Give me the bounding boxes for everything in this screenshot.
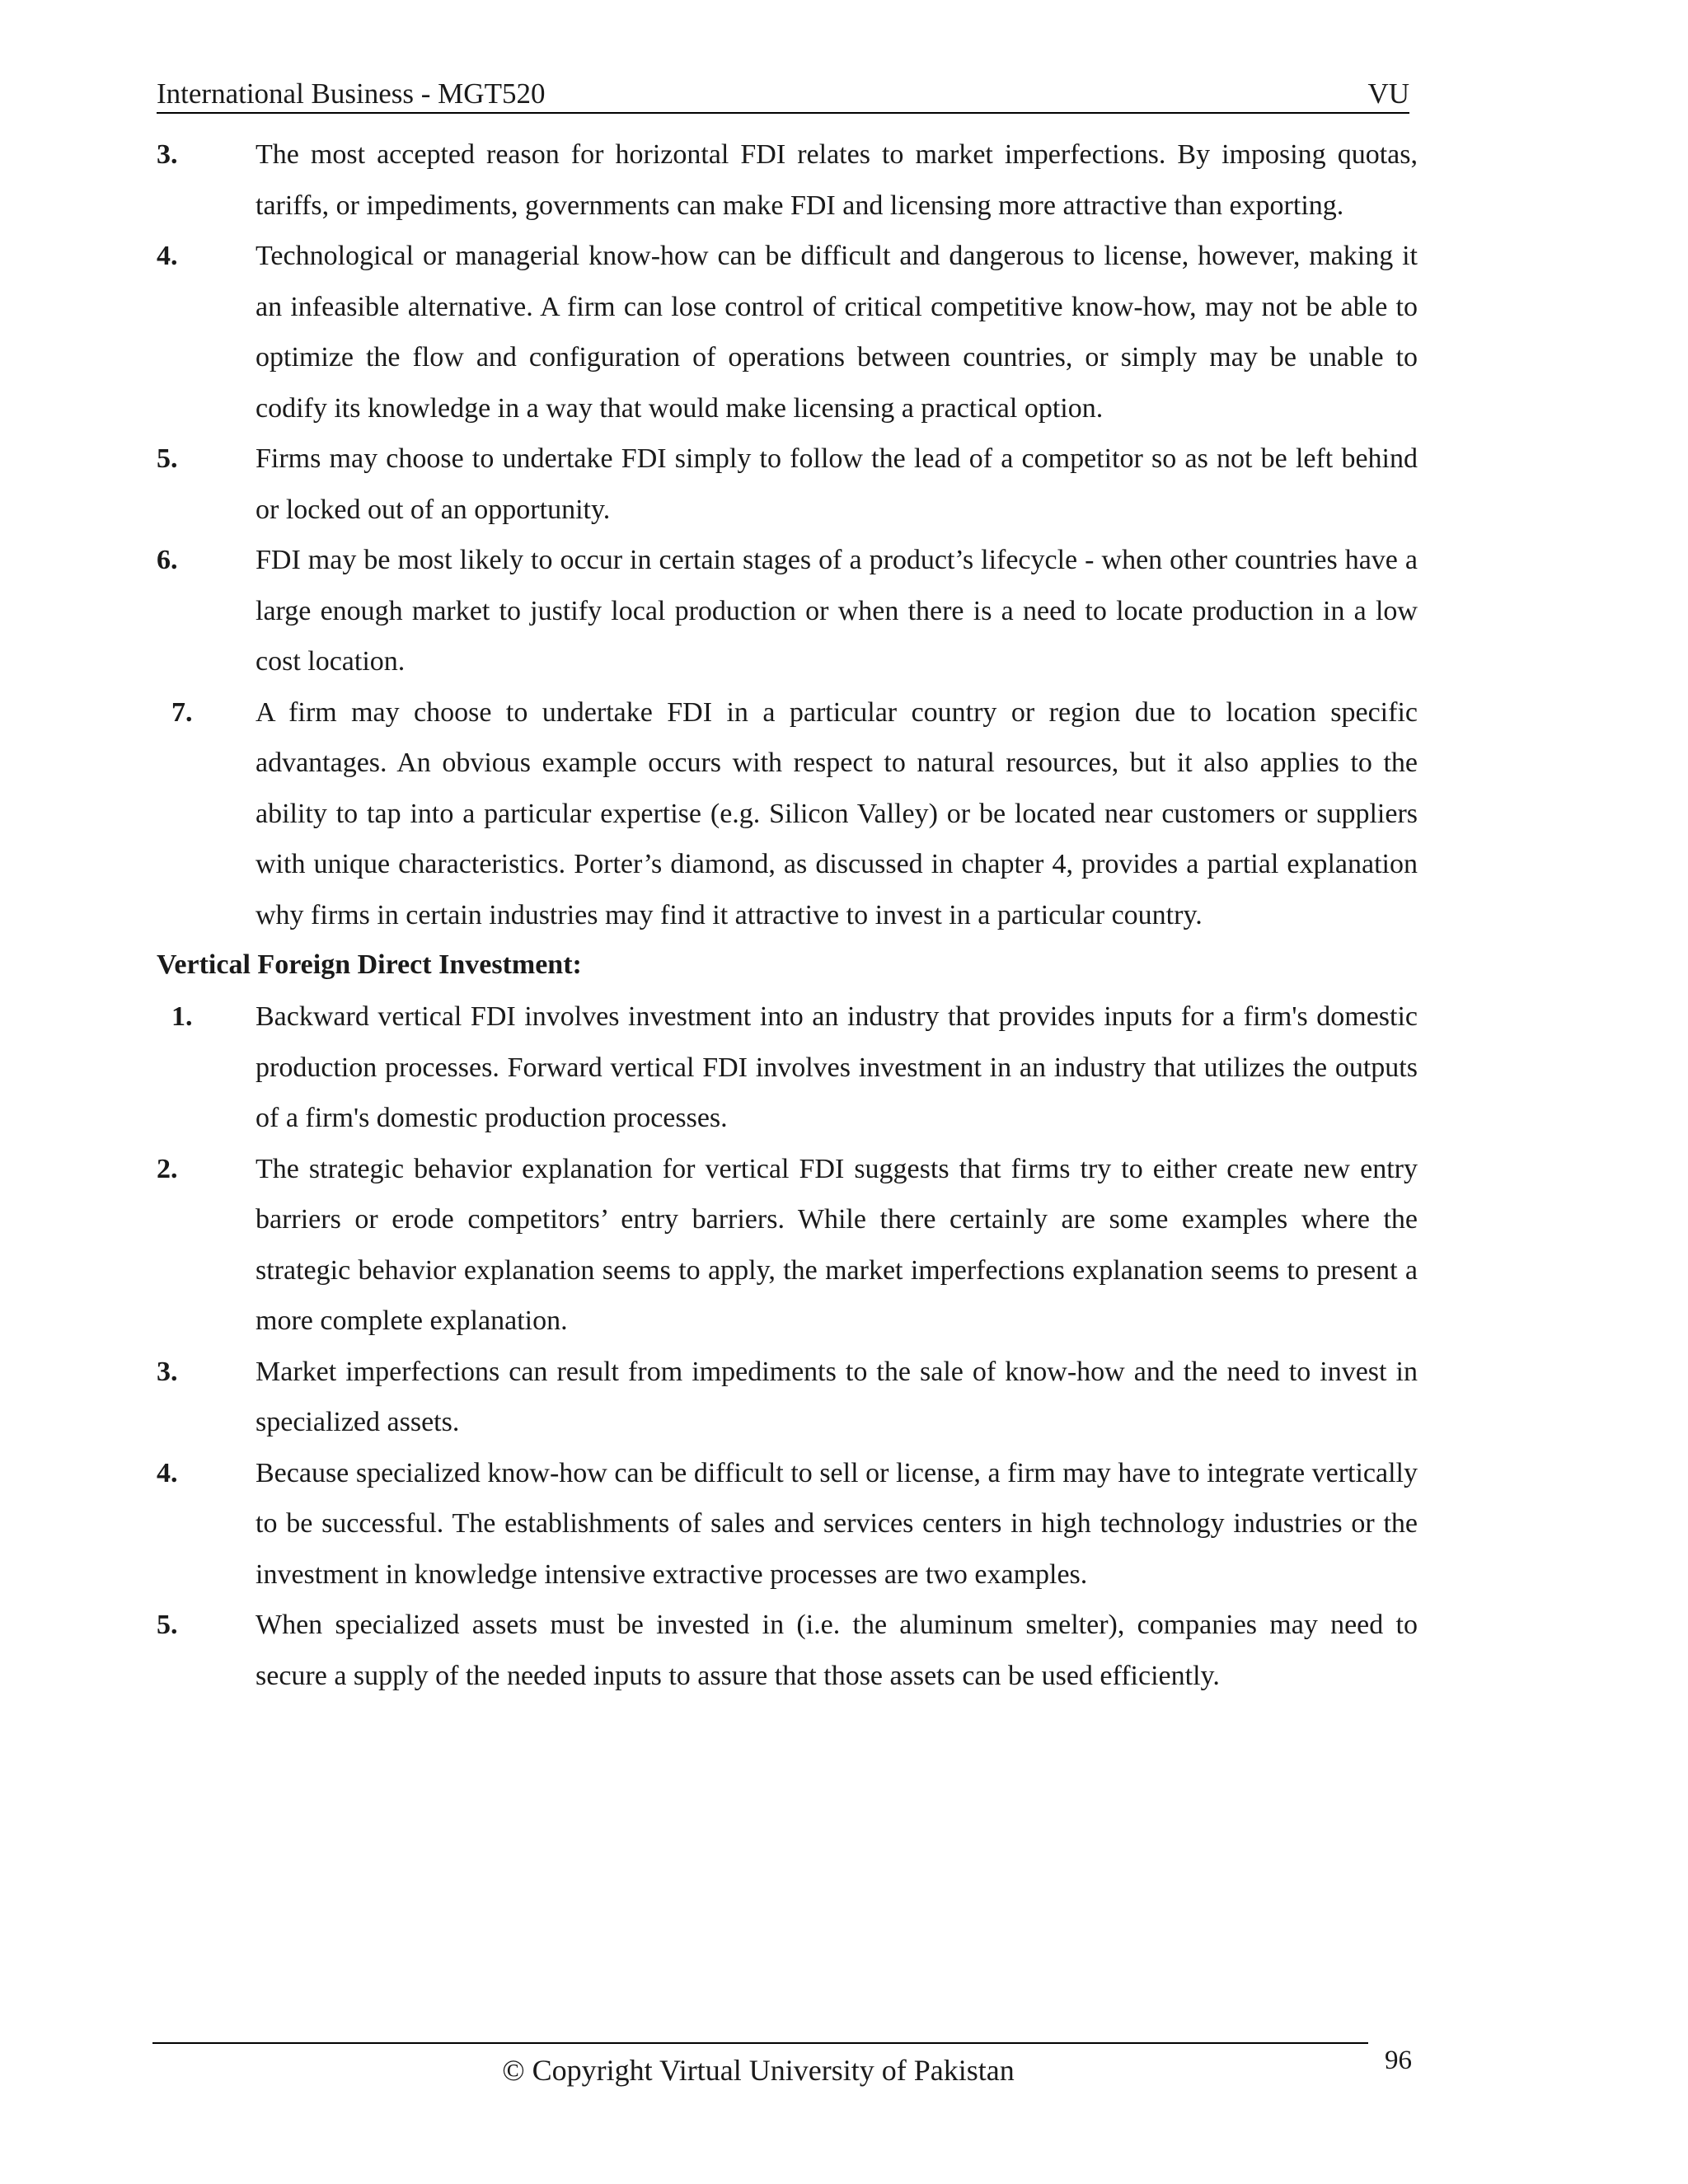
item-text: Because specialized know-how can be difficult to sell or license, a firm may have to integrate vertically to be successful. The establishments of sales and services centers in high technology industries or the investment in knowledge intensive extractive processes are two examples.: [256, 1457, 1418, 1590]
item-text: The most accepted reason for horizontal FDI relates to market imperfections. By imposing quotas, tariffs, or impediments, governments can make FDI and licensing more attractive than exporting.: [256, 139, 1418, 221]
item-number: 7.: [171, 696, 193, 728]
item-text: A firm may choose to undertake FDI in a particular country or region due to location specific advantages. An obvious example occurs with respect to natural resources, but it also applies to the ability to tap into a particular expertise (e.g. Silicon Valley) or be located near customers or suppliers with unique characteristics. Porter’s diamond, as discussed in chapter 4, provides a partial explanation why firms in certain industries may find it attractive to invest in a particular country.: [256, 696, 1418, 930]
horizontal-fdi-list: [157, 129, 1418, 940]
footer-divider: [152, 2042, 1368, 2044]
course-title: International Business - MGT520: [157, 77, 546, 110]
list-item: [157, 1600, 1418, 1701]
item-number: 5.: [157, 1610, 178, 1640]
list-item: [157, 1347, 1418, 1448]
list-item: [157, 1144, 1418, 1347]
item-number: 4.: [157, 241, 178, 271]
item-number: 1.: [171, 1001, 193, 1032]
list-item: [157, 129, 1418, 231]
list-item: [157, 687, 1418, 941]
list-item: [157, 991, 1418, 1144]
list-item: [157, 1448, 1418, 1601]
item-text: The strategic behavior explanation for vertical FDI suggests that firms try to either create new entry barriers or erode competitors’ entry barriers. While there certainly are some examples where the strategic behavior explanation seems to apply, the market imperfections explanation seems to present a more complete explanation.: [256, 1153, 1418, 1336]
list-item: [157, 434, 1418, 535]
copyright-notice: © Copyright Virtual University of Pakistan: [502, 2054, 1015, 2087]
item-number: 2.: [157, 1153, 178, 1184]
item-text: When specialized assets must be invested in (i.e. the aluminum smelter), companies may need to secure a supply of the needed inputs to assure that those assets can be used efficiently.: [256, 1610, 1418, 1691]
item-number: 4.: [157, 1457, 178, 1488]
item-text: Technological or managerial know-how can be difficult and dangerous to license, however, making it an infeasible alternative. A firm can lose control of critical competitive know-how, may not be able to optimize the flow and configuration of operations between countries, or simply may be unable to codify its knowledge in a way that would make licensing a practical option.: [256, 241, 1418, 424]
item-number: 5.: [157, 443, 178, 474]
item-text: Firms may choose to undertake FDI simply to follow the lead of a competitor so as not be left behind or locked out of an opportunity.: [256, 443, 1418, 525]
list-item: [157, 535, 1418, 687]
list-item: [157, 231, 1418, 434]
item-text: Market imperfections can result from impediments to the sale of know-how and the need to invest in specialized assets.: [256, 1356, 1418, 1437]
page-header: [157, 76, 1409, 114]
item-text: FDI may be most likely to occur in certain stages of a product’s lifecycle - when other countries have a large enough market to justify local production or when there is a need to locate production in a low cost location.: [256, 545, 1418, 677]
item-number: 6.: [157, 545, 178, 575]
institution-abbrev: VU: [1367, 77, 1409, 110]
item-number: 3.: [157, 139, 178, 170]
item-number: 3.: [157, 1356, 178, 1387]
vertical-fdi-list: [157, 991, 1418, 1701]
item-text: Backward vertical FDI involves investment into an industry that provides inputs for a firm's domestic production processes. Forward vertical FDI involves investment in an industry that utilizes the outputs of a firm's domestic production processes.: [256, 1001, 1418, 1133]
section-heading: Vertical Foreign Direct Investment:: [157, 949, 582, 980]
page-number: 96: [1385, 2046, 1412, 2075]
